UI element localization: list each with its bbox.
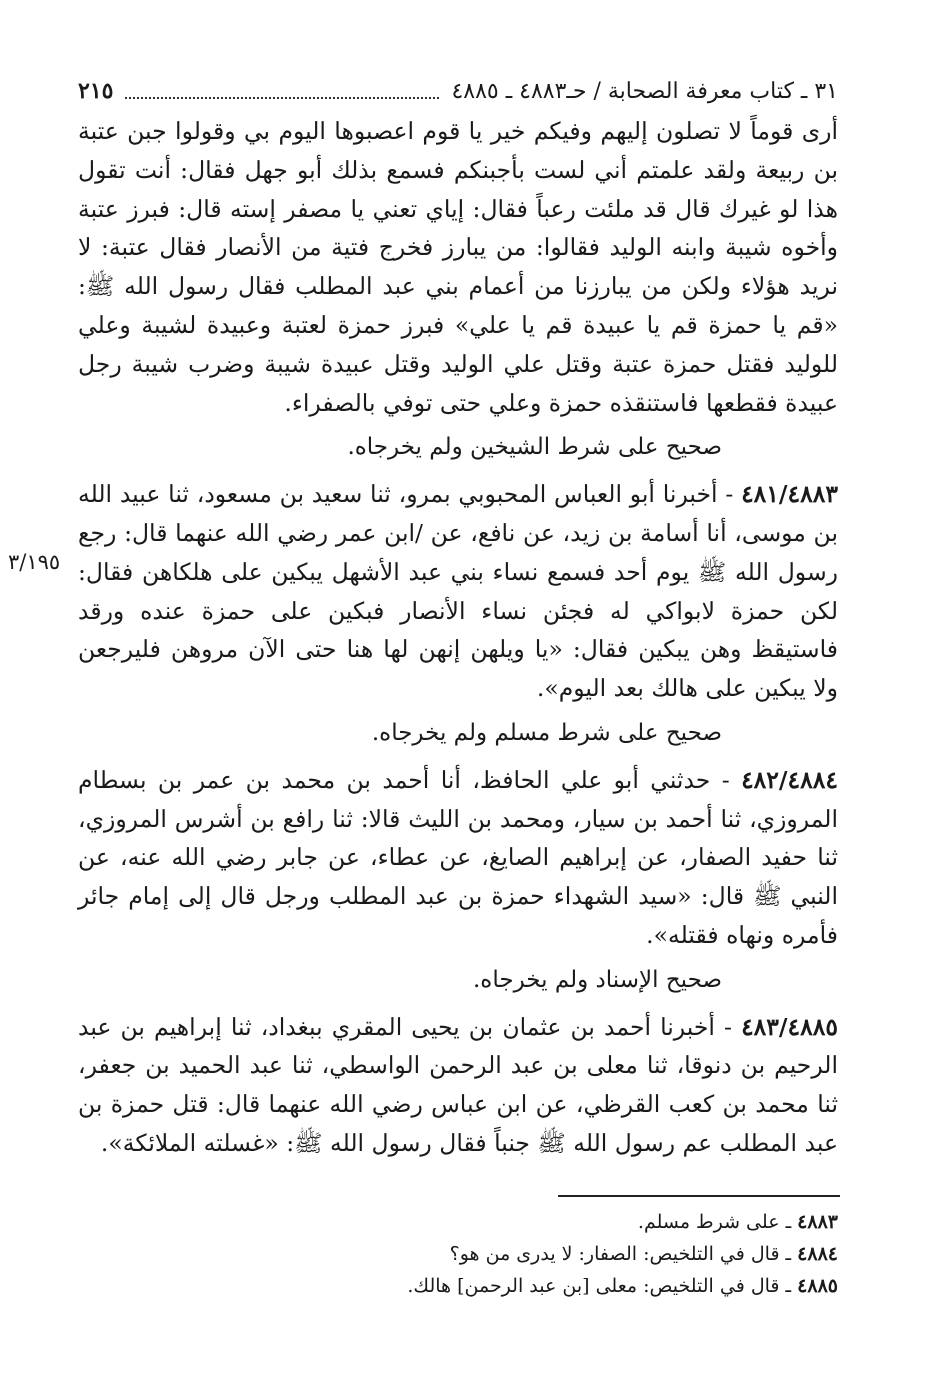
verdict-1: صحيح على شرط الشيخين ولم يخرجاه.	[347, 434, 722, 461]
hadith-4883	[78, 475, 838, 708]
verdict-3: صحيح الإسناد ولم يخرجاه.	[472, 966, 722, 993]
header-leader-dots	[125, 83, 439, 99]
hadith-text: - أخبرنا أحمد بن عثمان بن يحيى المقري ببغداد، ثنا إبراهيم بن عبد الرحيم بن دنوقا، ثنا معلى بن عبد الرحمن الواسطي، ثنا عبد الحميد بن جعفر، ثنا محمد بن كعب القرظي، عن ابن عباس رضي الله عنهما قال: قتل حمزة بن عبد المطلب عم رسول الله ﷺ جنباً فقال رسول الله ﷺ: «غسلته الملائكة».	[78, 1012, 838, 1157]
hadith-4882-continuation: أرى قوماً لا تصلون إليهم وفيكم خير يا قوم اعصبوها اليوم بي وقولوا جبن عتبة بن ربيعة ولقد علمتم أني لست بأجبنكم فسمع بذلك أبو جهل فقال: أنت تقول هذا لو غيرك قال قد ملئت رعباً فقال: إياي تعني يا مصفر إسته قال: فبرز عتبة وأخوه شيبة وابنه الوليد فقالوا: من يبارز فخرج فتية من الأنصار فقال عتبة: لا نريد هؤلاء ولكن من يبارزنا من أعمام بني عبد المطلب فقال رسول الله ﷺ: «قم يا حمزة قم يا عبيدة قم يا علي» فبرز حمزة لعتبة وعبيدة لشيبة وعلي للوليد فقتل حمزة عتبة وقتل علي الوليد وقتل عبيدة شيبة وضرب شيبة رجل عبيدة فقطعها فاستنقذه حمزة وعلي حتى توفي بالصفراء.	[78, 117, 838, 417]
hadith-text: - أخبرنا أبو العباس المحبوبي بمرو، ثنا سعيد بن مسعود، ثنا عبيد الله بن موسى، أنا أسامة بن زيد، عن نافع، عن /ابن عمر رضي الله عنهما قال: رجع رسول الله ﷺ يوم أحد فسمع نساء بني عبد الأشهل يبكين على هلكاهن فقال: لكن حمزة لابواكي له فجئن نساء الأنصار فبكين على حمزة عنده ورقد فاستيقظ وهن يبكين فقال: «يا ويلهن إنهن لها هنا حتى الآن مروهن فليرجعن ولا يبكين على هالك بعد اليوم».	[78, 480, 839, 703]
footnote-separator	[558, 1195, 840, 1197]
footnote	[238, 1270, 838, 1302]
page-header	[78, 70, 838, 112]
footnote-text: ـ على شرط مسلم.	[637, 1211, 798, 1233]
footnote-number: ٤٨٨٥	[797, 1275, 838, 1297]
footnote-text: ـ قال في التلخيص: معلى [بن عبد الرحمن] هالك.	[407, 1275, 798, 1297]
running-title: ٣١ ـ كتاب معرفة الصحابة / حـ٤٨٨٣ ـ ٤٨٨٥	[451, 78, 838, 104]
hadith-number: ٤٨٣/٤٨٨٥	[741, 1012, 838, 1041]
page-number: ٢١٥	[78, 78, 114, 104]
body-text	[78, 112, 838, 1163]
hadith-4885	[78, 1008, 838, 1163]
footnote	[238, 1238, 838, 1270]
verdict-2: صحيح على شرط مسلم ولم يخرجاه.	[371, 719, 722, 746]
book-page	[78, 70, 838, 1163]
footnote-number: ٤٨٨٣	[797, 1211, 838, 1233]
footnotes	[238, 1206, 838, 1302]
hadith-text: - حدثني أبو علي الحافظ، أنا أحمد بن محمد بن عمر بن بسطام المروزي، ثنا أحمد بن سيار، ومحمد بن الليث قالا: ثنا رافع بن أشرس المروزي، ثنا حفيد الصفار، عن إبراهيم الصايغ، عن عطاء، عن جابر رضي الله عنه، عن النبي ﷺ قال: «سيد الشهداء حمزة بن عبد المطلب ورجل قال إلى إمام جائر فأمره ونهاه فقتله».	[78, 765, 838, 949]
footnote-number: ٤٨٨٤	[797, 1243, 838, 1265]
hadith-number: ٤٨٢/٤٨٨٤	[741, 765, 838, 794]
hadith-number: ٤٨١/٤٨٨٣	[741, 480, 838, 509]
hadith-4884	[78, 761, 838, 955]
footnote-text: ـ قال في التلخيص: الصفار: لا يدرى من هو؟	[449, 1243, 798, 1265]
margin-volume-page-ref: ٣/١٩٥	[8, 550, 61, 574]
footnote	[238, 1206, 838, 1238]
